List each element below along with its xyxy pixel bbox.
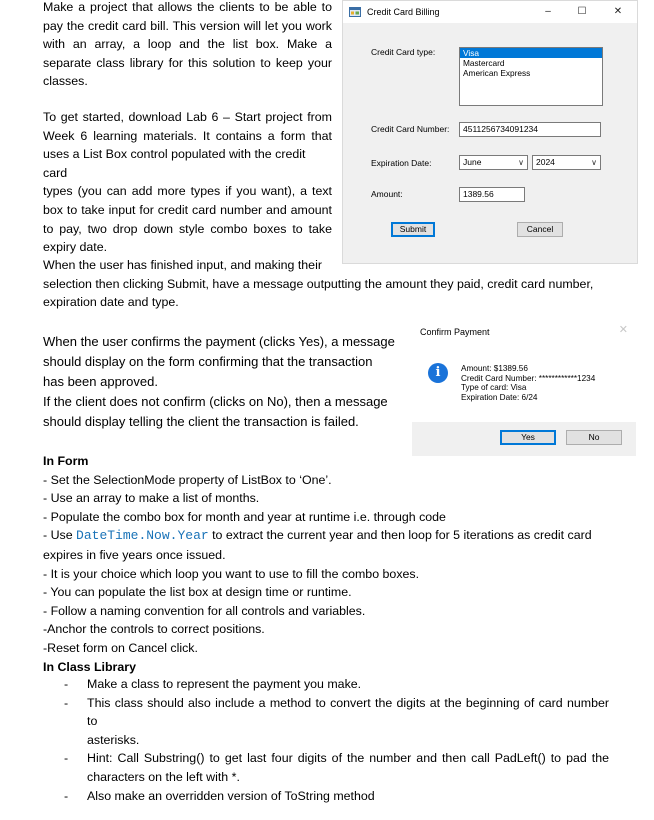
submit-paragraph [43,256,613,312]
in-form-item: - You can populate the list box at design time or runtime. [43,585,352,600]
card-type-listbox[interactable] [459,47,603,106]
class-library-text: This class should also include a method to convert the digits at the beginning of card number to [87,695,609,729]
dialog-message-line: Credit Card Number: ************1234 [461,373,596,383]
getting-started-line: types (you can add more types if you want), a text [43,184,332,199]
cancel-button[interactable]: Cancel [517,222,563,237]
class-library-text: Make a class to represent the payment you make. [87,677,362,691]
in-form-datetime-item [43,526,633,546]
in-form-item: -Anchor the controls to correct positions. [43,622,265,637]
amount-label: Amount: [371,189,403,199]
dialog-message-line: Type of card: Visa [461,383,527,392]
datetime-prefix: - Use [43,528,77,543]
intro-paragraph [43,0,332,91]
class-library-text: Also make an overridden version of ToString method [87,788,375,803]
in-form-item: - Follow a naming convention for all controls and variables. [43,603,366,618]
bullet-dash: - [64,788,69,803]
class-library-heading: In Class Library [43,659,136,674]
window-title: Credit Card Billing [367,7,440,17]
yes-button[interactable]: Yes [500,430,556,445]
intro-line: separate class library for this solution to keep your [43,55,332,70]
confirm-line: should display telling the client the transaction is failed. [43,414,359,429]
class-library-item [64,787,609,806]
getting-started-line: Week 6 learning materials. It contains a form that [43,128,332,143]
in-form-item: - It is your choice which loop you want to use to fill the combo boxes. [43,566,420,581]
in-form-section [43,452,633,676]
dialog-message-line: Expiration Date: 6/24 [461,392,538,402]
card-type-label: Credit Card type: [371,47,436,57]
getting-started-line: expiry date. [43,240,108,255]
confirm-line: has been approved. [43,374,158,389]
confirm-paragraph [43,332,403,432]
class-library-item [64,749,609,786]
in-form-item: - Use an array to make a list of months. [43,491,260,506]
listbox-item-mastercard[interactable]: Mastercard [463,58,505,68]
close-icon[interactable]: ✕ [613,6,623,17]
month-value: June [463,157,482,167]
intro-line: pay the credit card bill. This version will let you work [43,18,332,33]
datetime-suffix: to extract the current year and then loop for 5 iterations as credit card [208,528,592,543]
submit-line: When the user has finished input, and making their [43,258,322,272]
expiration-label: Expiration Date: [371,158,432,168]
listbox-item-visa[interactable]: Visa [460,48,602,58]
dialog-footer [412,422,636,456]
confirm-line: When the user confirms the payment (clicks Yes), a message [43,334,395,349]
card-number-input[interactable]: 4511256734091234 [459,122,601,137]
intro-line: Make a project that allows the clients to be able to [43,0,332,14]
class-library-item [64,694,609,750]
bullet-dash: - [64,695,69,710]
credit-card-billing-window [342,0,638,264]
chevron-down-icon[interactable]: ∨ [518,158,524,167]
bullet-dash: - [64,677,69,691]
submit-line: expiration date and type. [43,295,179,310]
month-combobox[interactable] [459,155,528,170]
confirm-payment-dialog [412,316,636,456]
year-value: 2024 [536,157,555,167]
card-number-label: Credit Card Number: [371,124,450,134]
no-button[interactable]: No [566,430,622,445]
class-library-list [64,675,609,805]
year-combobox[interactable] [532,155,601,170]
getting-started-line: box to take input for credit card number and amount [43,202,332,217]
in-form-item: - Set the SelectionMode property of ListBox to ‘One’. [43,472,332,487]
dialog-message [461,364,595,402]
in-form-item: -Reset form on Cancel click. [43,640,198,655]
in-form-item: - Populate the combo box for month and year at runtime i.e. through code [43,509,446,524]
submit-line: selection then clicking Submit, have a message outputting the amount they paid, credit card number, [43,276,594,291]
datetime-code: DateTime.Now.Year [76,528,209,544]
getting-started-paragraph [43,108,332,257]
bullet-dash: - [64,751,69,766]
intro-line: classes. [43,74,88,89]
in-form-heading: In Form [43,454,89,468]
info-icon: i [428,363,448,383]
getting-started-line: uses a List Box control populated with the credit card [43,147,306,180]
dialog-message-line: Amount: $1389.56 [461,364,528,373]
confirm-line: should display on the form confirming that the transaction [43,354,373,369]
maximize-icon[interactable]: ☐ [577,6,587,17]
class-library-text: Hint: Call Substring() to get last four digits of the number and then call PadLeft() to pad the [87,751,609,766]
intro-line: with an array, a loop and the list box. Make a [43,37,332,52]
chevron-down-icon[interactable]: ∨ [591,158,597,167]
getting-started-line: To get started, download Lab 6 – Start project from [43,110,332,124]
window-titlebar [343,1,637,23]
app-icon [349,7,361,17]
minimize-icon[interactable]: – [545,6,551,17]
class-library-item [64,675,609,694]
close-icon[interactable]: ✕ [618,324,628,336]
in-form-item: expires in five years once issued. [43,547,226,562]
listbox-item-american-express[interactable]: American Express [463,68,531,78]
getting-started-line: to pay, two drop down style combo boxes to take [43,221,332,236]
class-library-text: characters on the left with *. [87,769,240,784]
class-library-text: asterisks. [87,732,140,747]
confirm-line: If the client does not confirm (clicks on No), then a message [43,394,388,409]
submit-button[interactable]: Submit [391,222,435,237]
dialog-title: Confirm Payment [420,327,490,337]
amount-input[interactable]: 1389.56 [459,187,525,202]
